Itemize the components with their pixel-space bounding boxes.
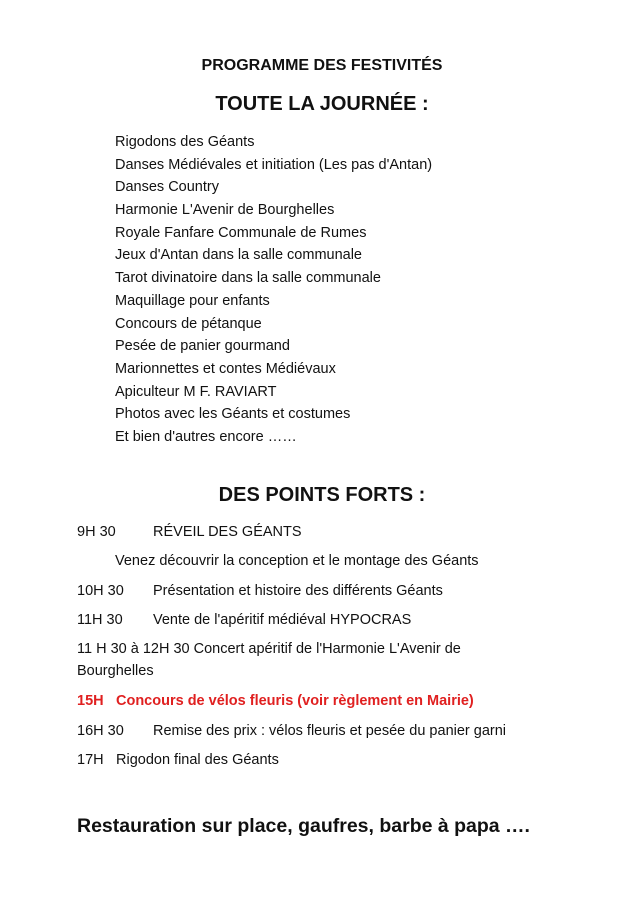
list-item: Tarot divinatoire dans la salle communale	[115, 270, 381, 287]
list-item: Et bien d'autres encore ……	[115, 428, 297, 445]
list-item: Danses Country	[115, 179, 219, 196]
schedule-text: Rigodon final des Géants	[116, 752, 279, 768]
schedule-time: 15H	[77, 693, 104, 709]
schedule-row	[115, 550, 479, 572]
list-item: Concours de pétanque	[115, 315, 262, 332]
schedule-row	[77, 580, 443, 602]
schedule-text: Concours de vélos fleuris (voir règlement en Mairie)	[116, 693, 474, 709]
list-item: Maquillage pour enfants	[115, 292, 270, 309]
schedule-time: 9H 30	[77, 524, 116, 540]
schedule-row	[77, 720, 506, 742]
schedule-row	[77, 609, 411, 631]
page-title: PROGRAMME DES FESTIVITÉS	[201, 57, 443, 74]
schedule-text: Venez découvrir la conception et le montage des Géants	[115, 553, 479, 569]
list-item: Apiculteur M F. RAVIART	[115, 383, 277, 400]
schedule-row-highlighted	[77, 690, 474, 712]
schedule-text: Remise des prix : vélos fleuris et pesée du panier garni	[153, 723, 507, 739]
schedule-text: Vente de l'apéritif médiéval HYPOCRAS	[153, 612, 412, 628]
catering-note: Restauration sur place, gaufres, barbe à papa ….	[77, 815, 530, 837]
activities-list	[115, 131, 432, 449]
schedule-time: 11H 30	[77, 612, 123, 628]
list-item: Royale Fanfare Communale de Rumes	[115, 224, 367, 241]
schedule-time: 17H	[77, 752, 104, 768]
highlights-heading: DES POINTS FORTS :	[218, 484, 426, 506]
schedule-text: Présentation et histoire des différents Géants	[153, 583, 443, 599]
list-item: Jeux d'Antan dans la salle communale	[115, 247, 362, 264]
schedule-row	[77, 521, 302, 543]
list-item: Marionnettes et contes Médiévaux	[115, 360, 336, 377]
schedule-text: RÉVEIL DES GÉANTS	[153, 524, 302, 540]
list-item: Photos avec les Géants et costumes	[115, 406, 351, 423]
all-day-heading: TOUTE LA JOURNÉE :	[215, 93, 429, 115]
schedule-time: 10H 30	[77, 583, 124, 599]
schedule-row	[77, 638, 517, 682]
list-item: Pesée de panier gourmand	[115, 338, 290, 355]
list-item: Harmonie L'Avenir de Bourghelles	[115, 202, 335, 219]
schedule-row	[77, 749, 279, 771]
list-item: Rigodons des Géants	[115, 134, 255, 150]
schedule-text: 11 H 30 à 12H 30 Concert apéritif de l'Harmonie L'Avenir de Bourghelles	[77, 641, 461, 679]
schedule-time: 16H 30	[77, 723, 124, 739]
list-item: Danses Médiévales et initiation (Les pas d'Antan)	[115, 156, 433, 173]
